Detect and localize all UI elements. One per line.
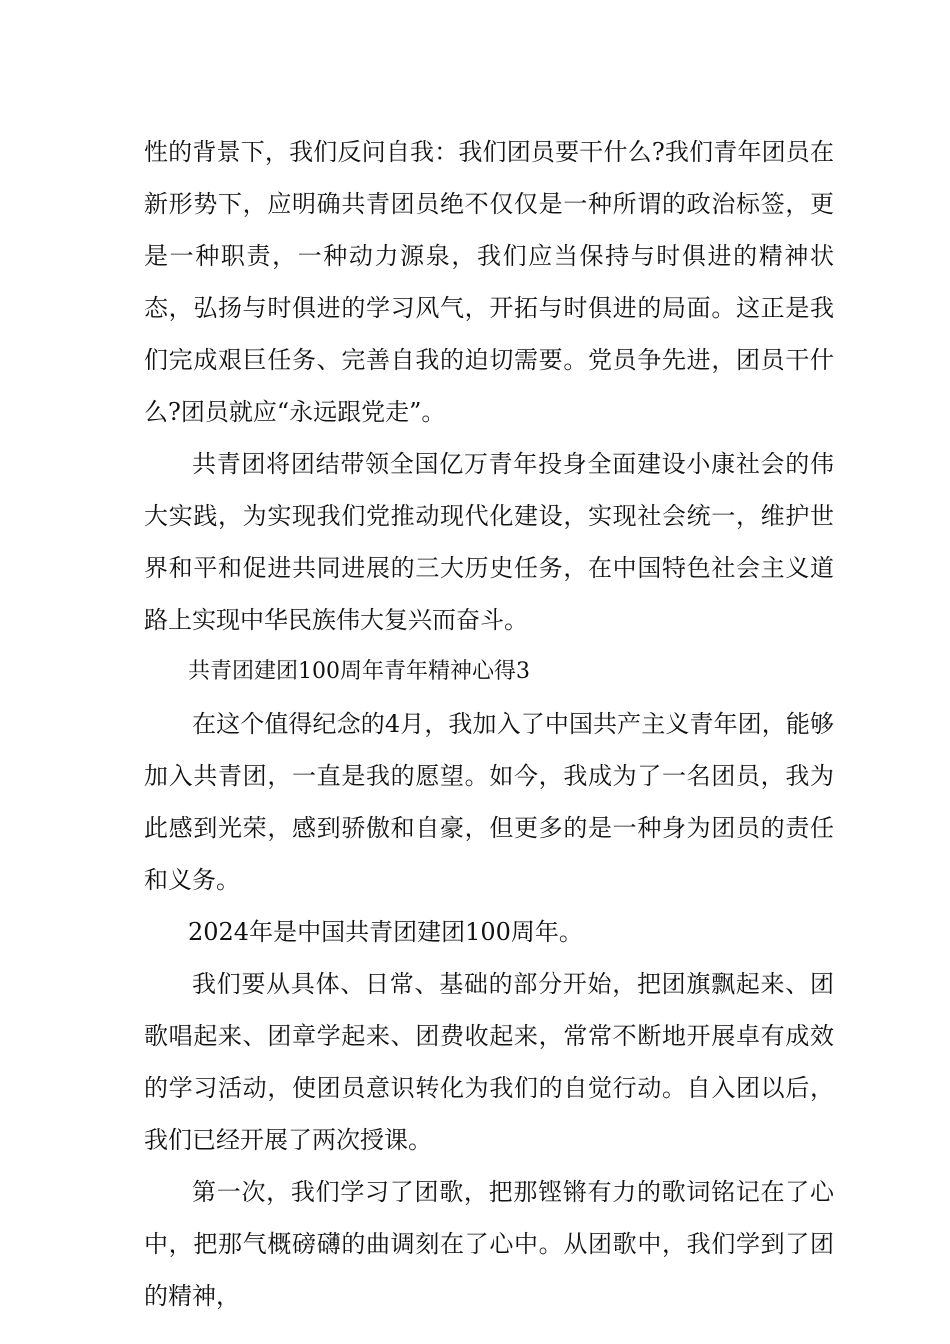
paragraph-continuation: 性的背景下，我们反问自我：我们团员要干什么?我们青年团员在新形势下，应明确共青团员绝不仅仅是一种所谓的政治标签，更是一种职责，一种动力源泉，我们应当保持与时俱进的精神状态，弘扬与时俱进的学习风气，开拓与时俱进的局面。这正是我们完成艰巨任务、完善自我的迫切需要。党员争先进，团员干什么?团员就应“永远跟党走”。 bbox=[144, 138, 834, 426]
paragraph-activities: 我们要从具体、日常、基础的部分开始，把团旗飘起来、团歌唱起来、团章学起来、团费收起来，常常不断地开展卓有成效的学习活动，使团员意识转化为我们的自觉行动。自入团以后，我们已经开展了两次授课。 bbox=[144, 970, 834, 1154]
paragraph-youth-league-mission: 共青团将团结带领全国亿万青年投身全面建设小康社会的伟大实践，为实现我们党推动现代化建设，实现社会统一，维护世界和平和促进共同进展的三大历史任务，在中国特色社会主义道路上实现中华民族伟大复兴而奋斗。 bbox=[144, 450, 834, 634]
paragraph-anniversary: 2024年是中国共青团建团100周年。 bbox=[188, 918, 583, 946]
paragraph-first-lesson: 第一次，我们学习了团歌，把那铿锵有力的歌词铭记在了心中，把那气概磅礴的曲调刻在了心中。从团歌中，我们学到了团的精神， bbox=[144, 1178, 834, 1310]
section-heading: 共青团建团100周年青年精神心得3 bbox=[188, 659, 530, 684]
document-body bbox=[144, 126, 834, 1322]
paragraph-joining-league: 在这个值得纪念的4月，我加入了中国共产主义青年团，能够加入共青团，一直是我的愿望。如今，我成为了一名团员，我为此感到光荣，感到骄傲和自豪，但更多的是一种身为团员的责任和义务。 bbox=[144, 710, 834, 894]
